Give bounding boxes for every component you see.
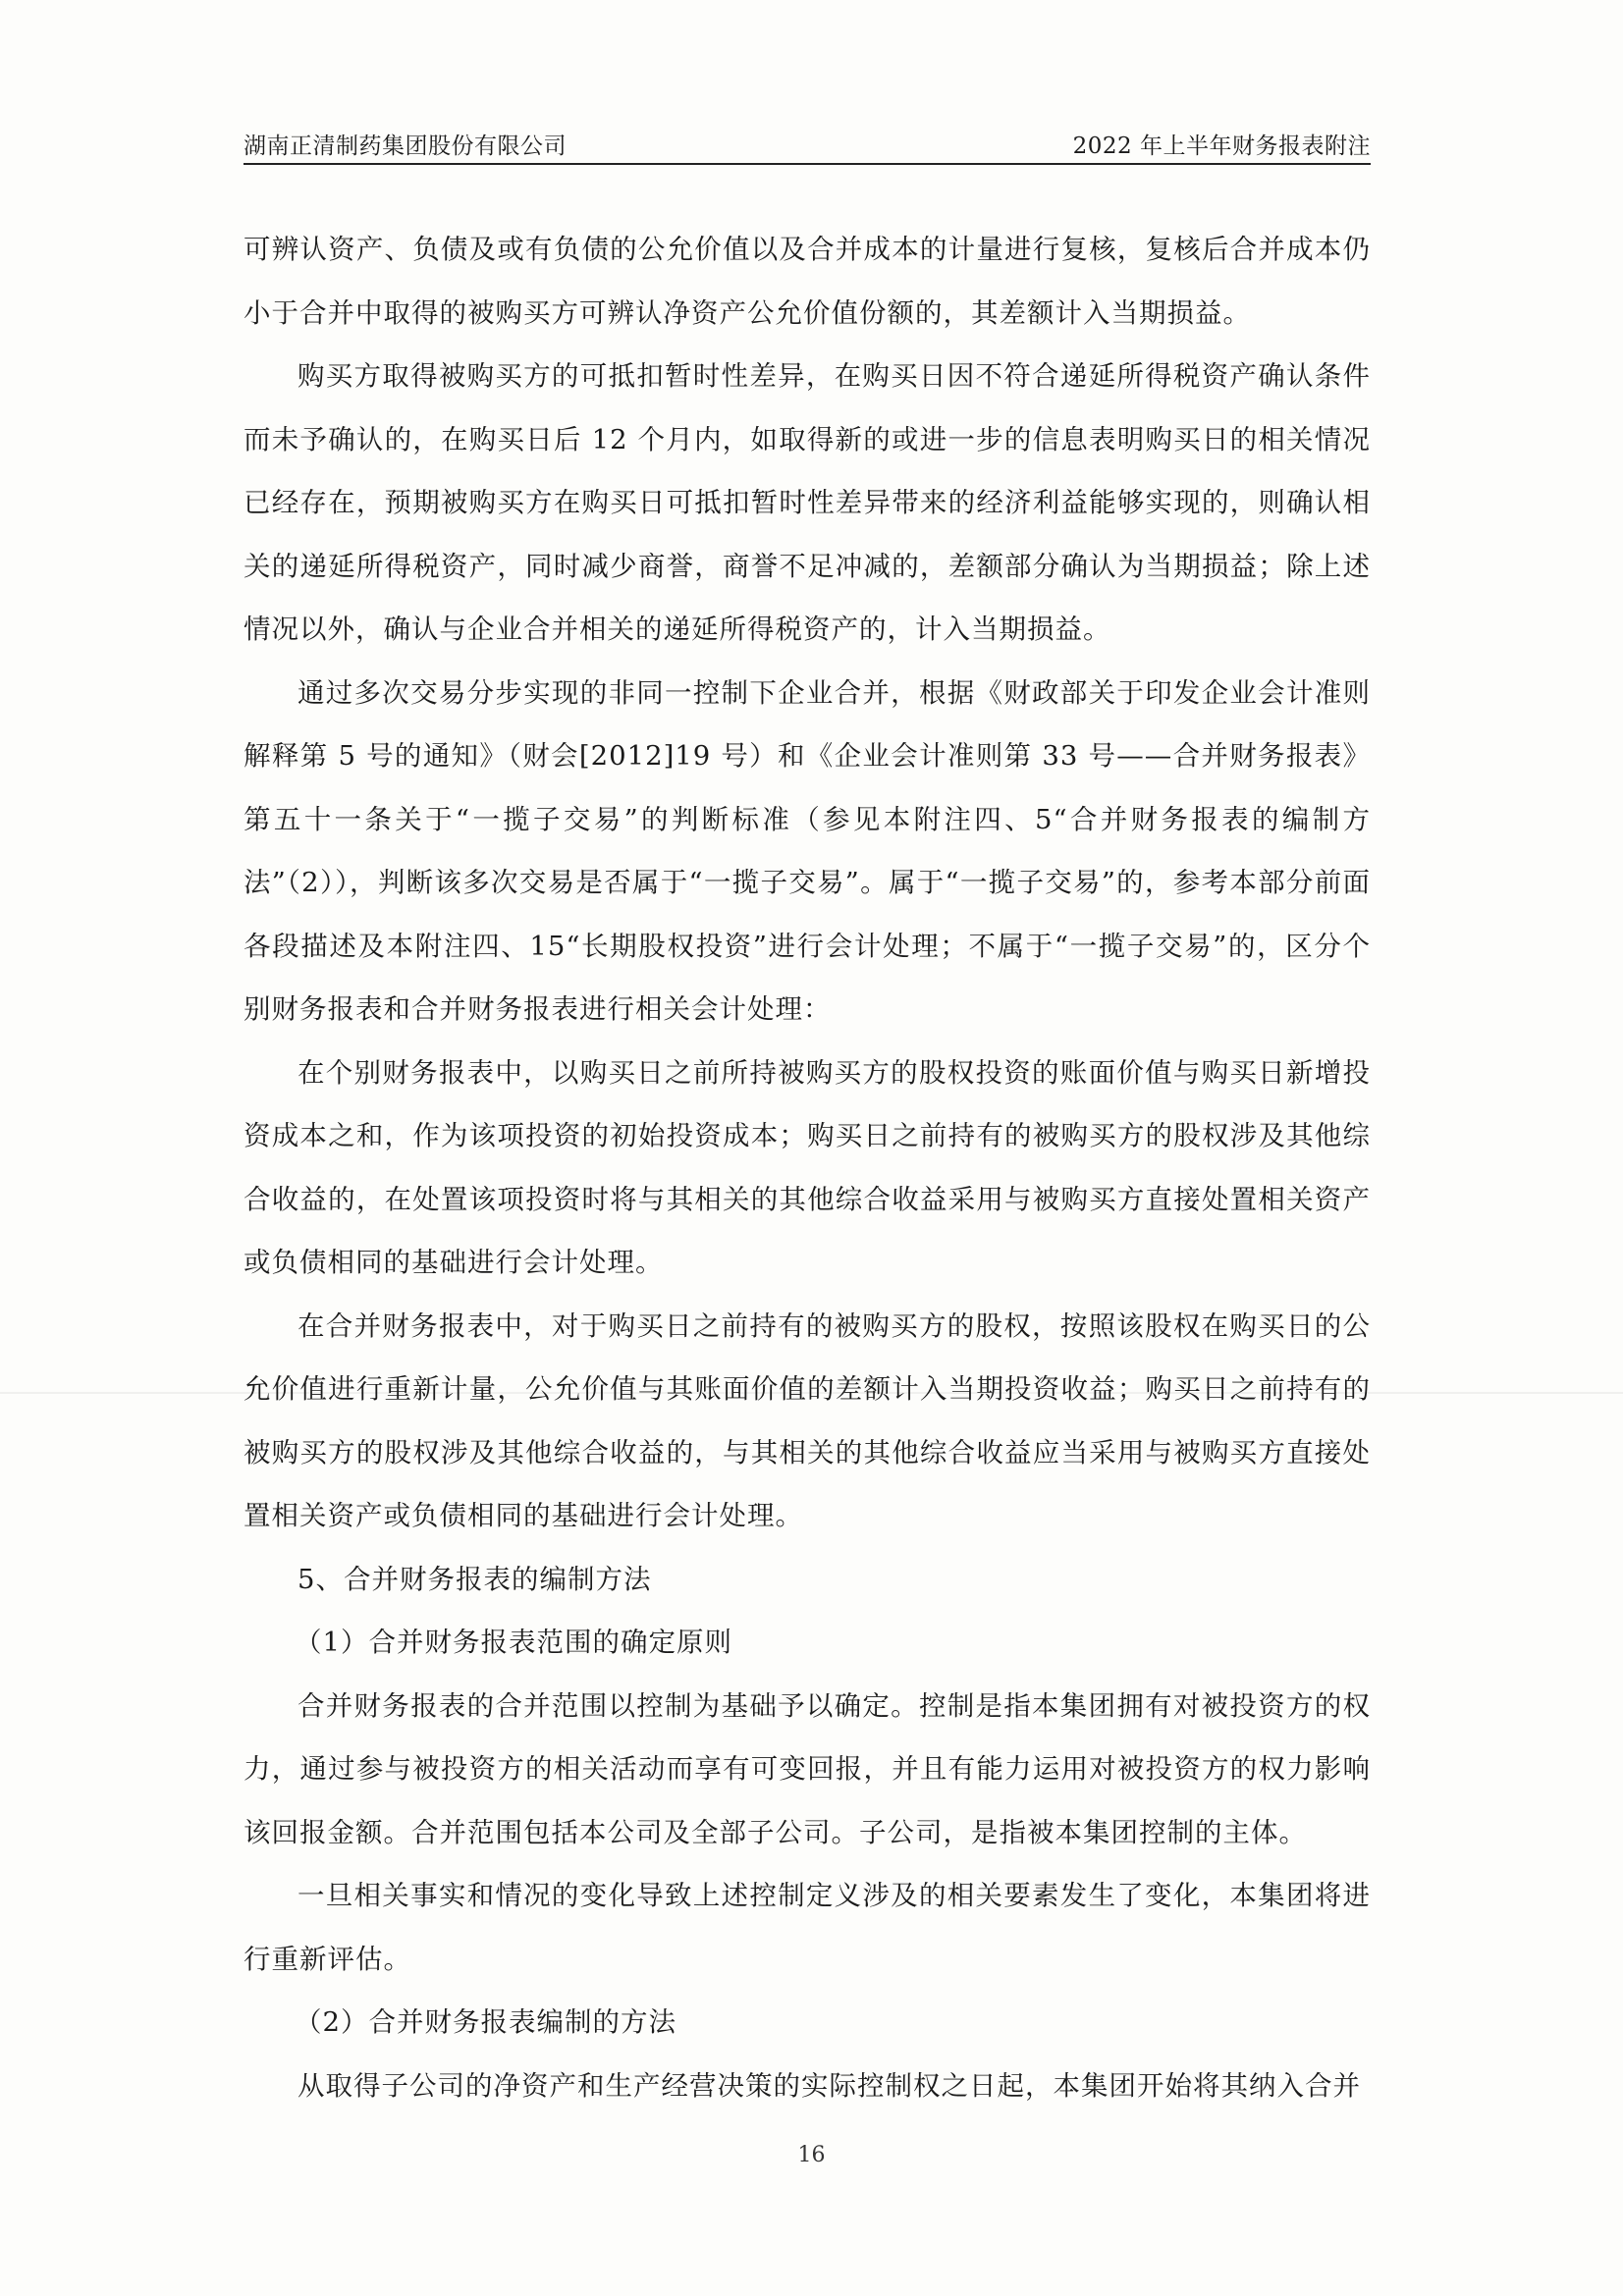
document-body	[243, 218, 1371, 2117]
paragraph: 从取得子公司的净资产和生产经营决策的实际控制权之日起，本集团开始将其纳入合并	[298, 2069, 1361, 2102]
paragraph: 在个别财务报表中，以购买日之前所持被购买方的股权投资的账面价值与购买日新增投资成本之和，作为该项投资的初始投资成本；购买日之前持有的被购买方的股权涉及其他综合收益的，在处置该项投资时将与其相关的其他综合收益采用与被购买方直接处置相关资产或负债相同的基础进行会计处理。	[243, 1056, 1371, 1278]
paragraph: 通过多次交易分步实现的非同一控制下企业合并，根据《财政部关于印发企业会计准则解释第 5 号的通知》（财会[2012]19 号）和《企业会计准则第 33 号——合并财务报表》第五十一条关于“一揽子交易”的判断标准（参见本附注四、5“合并财务报表的编制方法”（2）），判断该多次交易是否属于“一揽子交易”。属于“一揽子交易”的，参考本部分前面各段描述及本附注四、15“长期股权投资”进行会计处理；不属于“一揽子交易”的，区分个别财务报表和合并财务报表进行相关会计处理：	[243, 676, 1371, 1025]
paragraph: 一旦相关事实和情况的变化导致上述控制定义涉及的相关要素发生了变化，本集团将进行重新评估。	[243, 1880, 1371, 1975]
subsection-heading: （1）合并财务报表范围的确定原则	[295, 1627, 732, 1658]
paragraph: 购买方取得被购买方的可抵扣暂时性差异，在购买日因不符合递延所得税资产确认条件而未予确认的，在购买日后 12 个月内，如取得新的或进一步的信息表明购买日的相关情况已经存在，预期被购买方在购买日可抵扣暂时性差异带来的经济利益能够实现的，则确认相关的递延所得税资产，同时减少商誉，商誉不足冲减的，差额部分确认为当期损益；除上述情况以外，确认与企业合并相关的递延所得税资产的，计入当期损益。	[243, 360, 1371, 645]
paragraph: 可辨认资产、负债及或有负债的公允价值以及合并成本的计量进行复核，复核后合并成本仍小于合并中取得的被购买方可辨认净资产公允价值份额的，其差额计入当期损益。	[243, 234, 1371, 329]
subsection-heading: （2）合并财务报表编制的方法	[295, 2006, 676, 2038]
report-title: 2022 年上半年财务报表附注	[1072, 133, 1371, 159]
section-heading: 5、合并财务报表的编制方法	[298, 1563, 652, 1595]
company-name: 湖南正清制药集团股份有限公司	[243, 133, 567, 159]
paragraph: 在合并财务报表中，对于购买日之前持有的被购买方的股权，按照该股权在购买日的公允价值进行重新计量，公允价值与其账面价值的差额计入当期投资收益；购买日之前持有的被购买方的股权涉及其他综合收益的，与其相关的其他综合收益应当采用与被购买方直接处置相关资产或负债相同的基础进行会计处理。	[243, 1309, 1371, 1531]
page-header	[243, 124, 1371, 165]
page-number: 16	[797, 2143, 826, 2167]
paragraph: 合并财务报表的合并范围以控制为基础予以确定。控制是指本集团拥有对被投资方的权力，通过参与被投资方的相关活动而享有可变回报，并且有能力运用对被投资方的权力影响该回报金额。合并范围包括本公司及全部子公司。子公司，是指被本集团控制的主体。	[243, 1689, 1371, 1848]
